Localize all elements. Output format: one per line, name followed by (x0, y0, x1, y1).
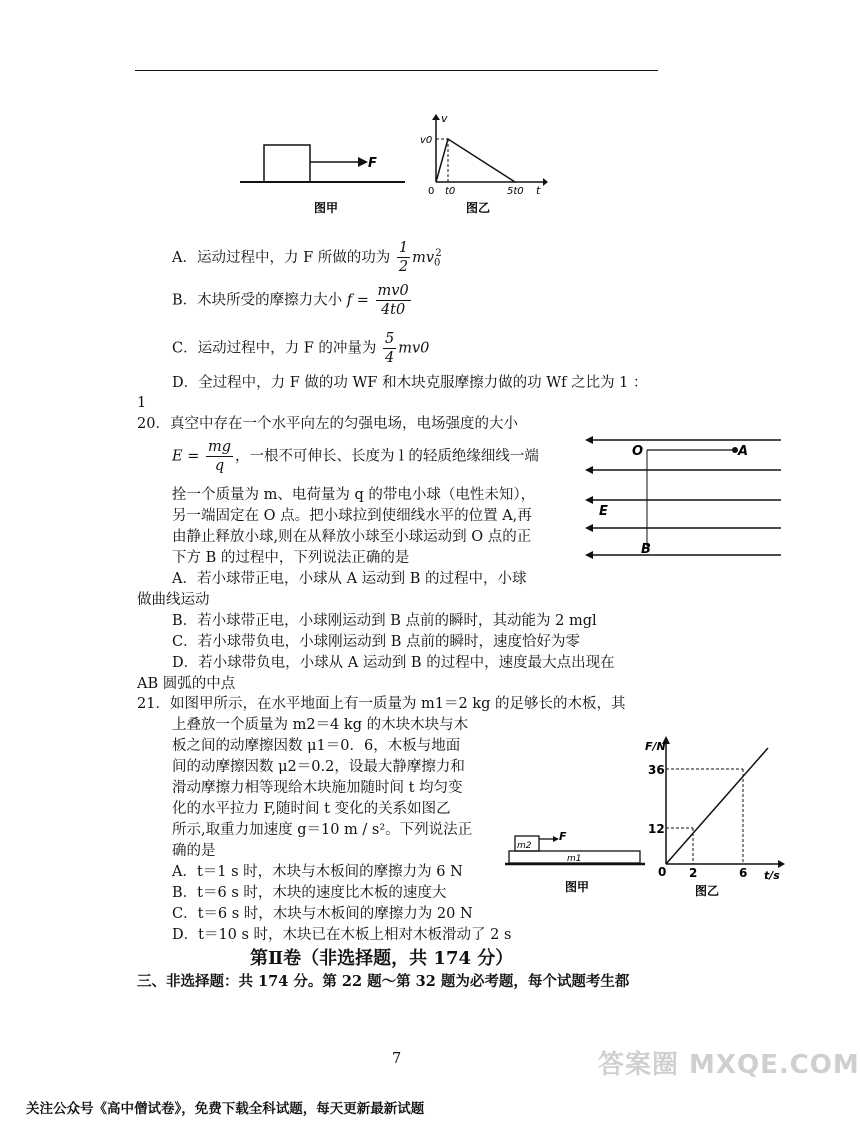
q21-stem-line3: 板之间的动摩擦因数 μ1＝0．6，木板与地面 (172, 738, 461, 754)
q19-option-a: A．运动过程中，力 F 所做的功为 $\frac{1}{2}$ $mv_0^2$ (172, 240, 442, 276)
fig21-board-diagram (505, 828, 650, 898)
q21-stem-line5: 滑动摩擦力相等现给木块施加随时间 t 均匀变 (172, 780, 463, 796)
q21-option-d: D．t＝10 s 时，木块已在木板上相对木板滑动了 2 s (172, 927, 512, 943)
fig21-y12: 12 (648, 822, 665, 836)
section-title: 第Ⅱ卷（非选择题，共 174 分） (250, 948, 514, 969)
q20-option-c: C．若小球带负电，小球刚运动到 B 点前的瞬时，速度恰好为零 (172, 634, 580, 650)
q20-stem-line1: 20．真空中存在一个水平向左的匀强电场，电场强度的大小 (137, 416, 518, 432)
watermark-logo: 答案圈 MXQE.COM (598, 1050, 860, 1080)
fig20-label-o: O (632, 444, 644, 459)
q19-a-text: A．运动过程中，力 F 所做的功为 (172, 249, 391, 266)
fig1-right-caption: 图乙 (466, 201, 491, 215)
fig21-right-caption: 图乙 (695, 884, 720, 898)
q19-option-b: B．木块所受的摩擦力大小 f = $\frac{mv0}{4t0}$ (172, 283, 409, 318)
fig21-y36: 36 (648, 763, 665, 777)
fig1-v0: v0 (420, 135, 433, 146)
page-number: 7 (392, 1051, 402, 1067)
fig21-x2: 2 (689, 866, 698, 880)
fig1-t-end: 5t0 (507, 186, 524, 197)
q21-option-b: B．t＝6 s 时，木块的速度比木板的速度大 (172, 885, 447, 901)
q19-a-fraction: $\frac{1}{2}$ (398, 240, 409, 276)
fig21-force: F (559, 830, 567, 843)
fig21-m2: m2 (517, 841, 532, 851)
fig21-x-axis: t/s (764, 869, 780, 882)
q21-stem-line6: 化的水平拉力 F,随时间 t 变化的关系如图乙 (172, 801, 451, 817)
q20-option-a-cont: 做曲线运动 (137, 592, 210, 608)
fig1-left-caption: 图甲 (314, 201, 339, 215)
fig1-force-label: F (368, 156, 377, 171)
fig1-vt-graph (418, 112, 548, 217)
fig21-origin: 0 (658, 865, 667, 879)
q21-stem-line7: 所示,取重力加速度 g＝10 m / s²。下列说法正 (172, 822, 473, 838)
q20-stem-line2: E = $\frac{mg}{q}$ ，一根不可伸长、长度为 l 的轻质绝缘细线一端 (172, 439, 539, 474)
fig21-m1: m1 (567, 854, 582, 864)
fig21-x6: 6 (739, 866, 748, 880)
q21-stem-line4: 间的动摩擦因数 μ2＝0.2，设最大静摩擦力和 (172, 759, 465, 775)
q19-c-fraction: $\frac{5}{4}$ (384, 331, 395, 366)
fig20-label-a: A (738, 444, 749, 459)
fig21-ft-graph (640, 732, 790, 902)
q19-option-d-cont: 1 (137, 395, 147, 411)
q20-stem-line4: 另一端固定在 O 点。把小球拉到使细线水平的位置 A,再 (172, 508, 532, 524)
q20-stem-line5: 由静止释放小球,则在从释放小球至小球运动到 O 点的正 (172, 529, 532, 545)
q21-stem-line2: 上叠放一个质量为 m2＝4 kg 的木块木块与木 (172, 717, 469, 733)
q20-stem-line6: 下方 B 的过程中，下列说法正确的是 (172, 550, 410, 566)
fig21-left-caption: 图甲 (565, 880, 590, 894)
q21-option-c: C．t＝6 s 时，木块与木板间的摩擦力为 20 N (172, 906, 473, 922)
q20-stem-line3: 拴一个质量为 m、电荷量为 q 的带电小球（电性未知）， (172, 487, 536, 503)
fig20-label-e: E (599, 504, 608, 519)
q20-e-fraction: $\frac{mg}{q}$ (207, 439, 231, 474)
section-part3: 三、非选择题：共 174 分。第 22 题～第 32 题为必考题，每个试题考生都 (137, 973, 630, 990)
footer-notice: 关注公众号《高中僧试卷》，免费下载全科试题，每天更新最新试题 (26, 1101, 425, 1117)
q21-stem-line1: 21．如图甲所示，在水平地面上有一质量为 m1＝2 kg 的足够长的木板，其 (137, 696, 626, 712)
q21-stem-line8: 确的是 (172, 843, 216, 859)
q19-b-fraction: $\frac{mv0}{4t0}$ (377, 283, 409, 318)
q20-option-b: B．若小球带正电，小球刚运动到 B 点前的瞬时，其动能为 2 mgl (172, 613, 597, 629)
q20-option-a: A．若小球带正电，小球从 A 运动到 B 的过程中，小球 (172, 571, 527, 587)
fig1-t0: t0 (445, 186, 456, 197)
q20-option-d-cont: AB 圆弧的中点 (137, 676, 236, 692)
fig20-field-diagram (585, 428, 783, 568)
fig1-origin: 0 (428, 186, 435, 197)
q20-option-d: D．若小球带负电，小球从 A 运动到 B 的过程中，速度最大点出现在 (172, 655, 615, 671)
fig1-t-axis: t (536, 184, 541, 197)
q19-option-c: C．运动过程中，力 F 的冲量为 $\frac{5}{4}$ mv0 (172, 331, 430, 366)
top-rule (135, 70, 658, 71)
q21-option-a: A．t＝1 s 时，木块与木板间的摩擦力为 6 N (172, 864, 463, 880)
fig21-y-axis: F/N (645, 740, 666, 753)
fig20-label-b: B (641, 542, 651, 557)
fig1-v-axis: v (441, 112, 448, 125)
fig1-block-diagram (240, 140, 410, 215)
q19-option-d: D．全过程中，力 F 做的功 WF 和木块克服摩擦力做的功 Wf 之比为 1 ： (172, 375, 648, 391)
